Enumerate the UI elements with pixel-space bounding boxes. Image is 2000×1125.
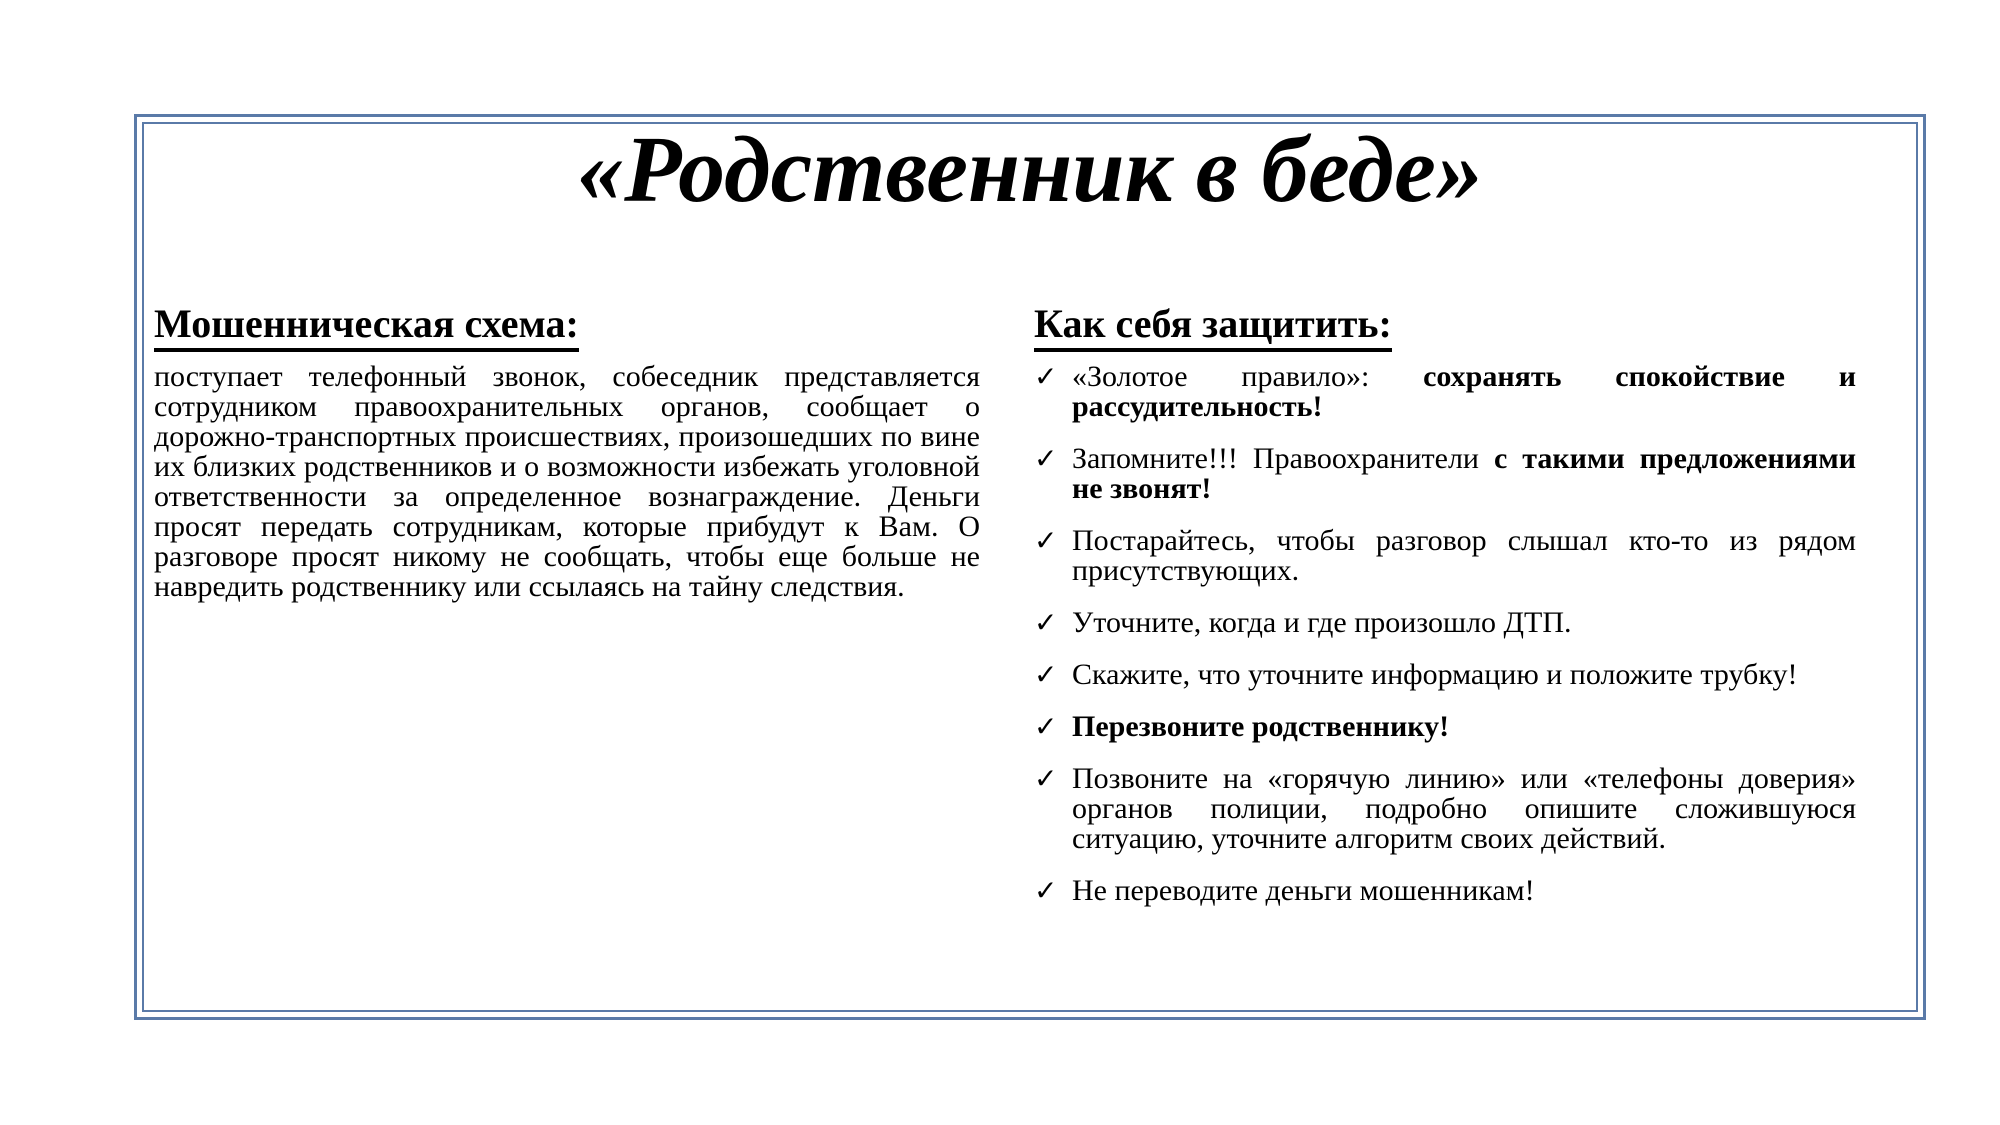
checkmark-icon: ✓ [1034,874,1058,907]
list-item [1034,362,1856,422]
list-item-text: Не переводите деньги мошенникам! [1072,874,1535,907]
checkmark-icon: ✓ [1034,442,1058,475]
list-item [1034,764,1856,854]
checkmark-icon: ✓ [1034,710,1058,743]
list-item-text: Скажите, что уточните информацию и положите трубку! [1072,658,1798,691]
list-item-text: Позвоните на «горячую линию» или «телефоны доверия» органов полиции, подробно опишите сложившуюся ситуацию, уточните алгоритм своих действий. [1072,762,1856,855]
list-item [1034,660,1856,690]
list-item-text: Постарайтесь, чтобы разговор слышал кто-то из рядом присутствующих. [1072,524,1856,587]
fraud-scheme-description: поступает телефонный звонок, собеседник представляется сотрудником правоохранительных органов, сообщает о дорожно-транспортных происшествиях, произошедших по вине их близких родственников и о возможности избежать уголовной ответственности за определенное вознаграждение. Деньги просят передать сотрудникам, которые прибудут к Вам. О разговоре просят никому не сообщать, чтобы еще больше не навредить родственнику или ссылаясь на тайну следствия. [154,360,980,603]
checkmark-icon: ✓ [1034,606,1058,639]
checkmark-icon: ✓ [1034,360,1058,393]
checkmark-icon: ✓ [1034,762,1058,795]
protection-section [1034,302,1856,928]
list-item [1034,876,1856,906]
list-item-bold-text: сохранять спокойствие и рассудительность! [1072,360,1856,423]
list-item-bold-text: Перезвоните родственнику! [1072,710,1450,743]
protection-list [1034,362,1856,906]
list-item-text: «Золотое правило»: [1072,360,1424,393]
list-item-text: Уточните, когда и где произошло ДТП. [1072,606,1572,639]
list-item [1034,712,1856,742]
page-title: «Родственник в беде» [577,118,1483,222]
list-item-text: Запомните!!! Правоохранители [1072,442,1494,475]
fraud-scheme-section [154,302,980,602]
fraud-scheme-heading: Мошенническая схема: [154,302,579,352]
list-item [1034,608,1856,638]
list-item-bold-text: с такими предложениями не звонят! [1072,442,1856,505]
checkmark-icon: ✓ [1034,658,1058,691]
list-item [1034,526,1856,586]
checkmark-icon: ✓ [1034,524,1058,557]
list-item [1034,444,1856,504]
protection-heading: Как себя защитить: [1034,302,1392,352]
